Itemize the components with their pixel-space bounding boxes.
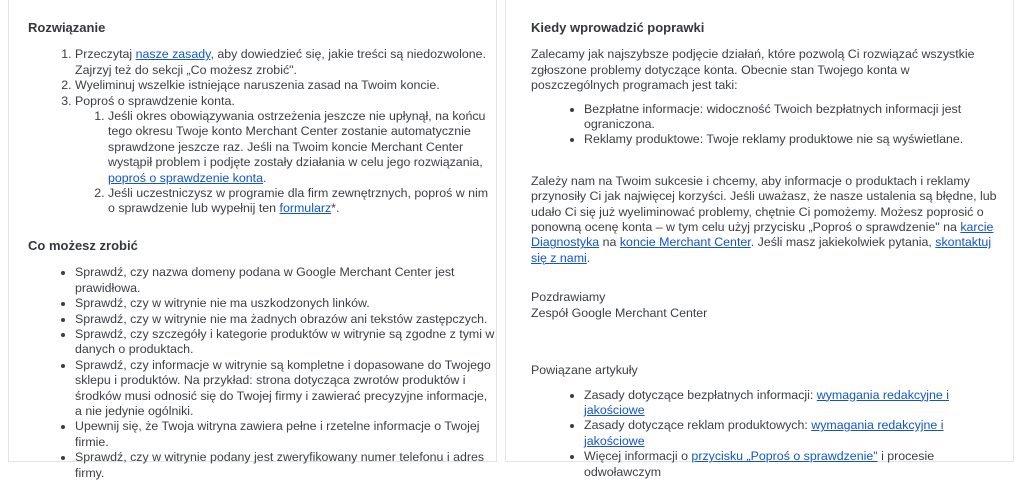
tip-item: • Upewnij się, że Twoja witryna zawiera pełne i rzetelne informacje o Twojej firmie. [75, 419, 496, 450]
related-article-item: • Zasady dotyczące reklam produktowych: wymagania redakcyjne i jakościowe [584, 418, 997, 449]
skontaktuj-sie-z-nami-link[interactable]: skontaktuj się z nami [531, 235, 992, 265]
related-article-item: • Więcej informacji o przycisku „Poproś o sprawdzenie" i procesie odwoławczym [584, 449, 997, 480]
related-articles-title: Powiązane artykuły [531, 363, 638, 378]
intro-paragraph: Zalecamy jak najszybsze podjęcie działań, które pozwolą Ci rozwiązać wszystkie zgłoszone problemy dotyczące konta. Obecnie stan Twojego konta w poszczególnych programach jest taki: [531, 47, 975, 93]
solution-substep-1-text: Jeśli okres obowiązywania ostrzeżenia jeszcze nie upłynął, na końcu tego okresu Twoje konto Merchant Center zostanie automatycznie sprawdzone jeszcze raz. Jeśli na Twoim koncie Merchant Center wystąpił problem i podjęte zostały działania w celu jego rozwiązania, poproś o sprawdzenie konta. [108, 109, 486, 185]
status-shopping-ads: • Reklamy produktowe: Twoje reklamy produktowe nie są wyświetlane. [584, 132, 997, 147]
left-panel [8, 0, 497, 480]
related-article-item: • Zasady dotyczące bezpłatnych informacji: wymagania redakcyjne i jakościowe [584, 388, 997, 419]
tip-item: • Sprawdź, czy szczegóły i kategorie produktów w witrynie są zgodne z tymi w danych o produktach. [75, 327, 496, 358]
solution-substep-2-text: Jeśli uczestniczysz w programie dla firm zewnętrznych, poproś w nim o sprawdzenie lub wypełnij ten formularz*. [108, 186, 489, 216]
what-you-can-do-title: Co możesz zrobić [28, 237, 138, 253]
przycisk-popros-o-sprawdzenie-link[interactable]: przycisku „Poproś o sprawdzenie" [691, 449, 878, 464]
wymagania-bezplatne-informacje-link[interactable]: wymagania redakcyjne i jakościowe [584, 387, 950, 417]
related-articles-list [531, 388, 997, 480]
konto-merchant-center-link[interactable]: koncie Merchant Center [619, 235, 751, 250]
tip-item: • Sprawdź, czy nazwa domeny podana w Google Merchant Center jest prawidłowa. [75, 265, 496, 296]
solution-step-3-text: Poproś o sprawdzenie konta. [75, 93, 235, 108]
when-to-fix-title: Kiedy wprowadzić poprawki [531, 20, 705, 35]
solution-substeps-list [75, 109, 496, 217]
right-panel [505, 0, 1014, 479]
program-status-list [531, 102, 997, 148]
tip-item: • Sprawdź, czy w witrynie nie ma żadnych obrazów ani tekstów zastępczych. [75, 312, 496, 327]
solution-substep-1 [108, 109, 496, 186]
solution-step-2 [75, 78, 496, 93]
solution-step-1 [75, 47, 496, 78]
solution-step-2-text: Wyeliminuj wszelkie istniejące naruszenia zasad na Twoim koncie. [75, 78, 440, 93]
status-free-listings: • Bezpłatne informacje: widoczność Twoich bezpłatnych informacji jest ograniczona. [584, 102, 997, 133]
signoff [531, 290, 997, 321]
solution-steps-list [28, 47, 496, 216]
formularz-link[interactable]: formularz [279, 201, 332, 216]
solution-step-1-text: Przeczytaj nasze zasady, aby dowiedzieć się, jakie treści są niedozwolone. Zajrzyj też do sekcji „Co możesz zrobić". [75, 47, 486, 77]
signoff-team: Zespół Google Merchant Center [531, 305, 708, 320]
solution-step-3 [75, 94, 496, 217]
body-paragraph: Zależy nam na Twoim sukcesie i chcemy, aby informacje o produktach i reklamy przynosiły Ci jak najwięcej korzyści. Jeśli uważasz, że nasze ustalenia są błędne, lub udało Ci się już wyeliminować problemy, chętnie Ci pomożemy. Możesz poprosić o ponowną ocenę konta – w tym celu użyj przycisku „Poproś o sprawdzenie" na karcie Diagnostyka na koncie Merchant Center. Jeśli masz jakiekolwiek pytania, skontaktuj się z nami. [531, 173, 997, 265]
signoff-greeting: Pozdrawiamy [531, 290, 606, 305]
karta-diagnostyka-link[interactable]: karcie Diagnostyka [531, 220, 994, 250]
tip-item: • Sprawdź, czy w witrynie podany jest zweryfikowany numer telefonu i adres firmy. [75, 450, 496, 481]
tip-item: • Sprawdź, czy informacje w witrynie są kompletne i dopasowane do Twojego sklepu i produktów. Na przykład: strona dotycząca zwrotów produktów i środków musi odnosić się do Twojej firmy i zawierać precyzyjne informacje, a nie jedynie ogólniki. [75, 358, 496, 420]
tips-list [28, 265, 496, 481]
nasze-zasady-link[interactable]: nasze zasady [135, 47, 211, 62]
wymagania-reklamy-produktowe-link[interactable]: wymagania redakcyjne i jakościowe [584, 418, 944, 448]
solution-title: Rozwiązanie [28, 20, 106, 35]
tip-item: • Sprawdź, czy w witrynie nie ma uszkodzonych linków. [75, 296, 496, 311]
popros-o-sprawdzenie-konta-link[interactable]: poproś o sprawdzenie konta [108, 170, 263, 185]
solution-substep-2 [108, 186, 496, 217]
